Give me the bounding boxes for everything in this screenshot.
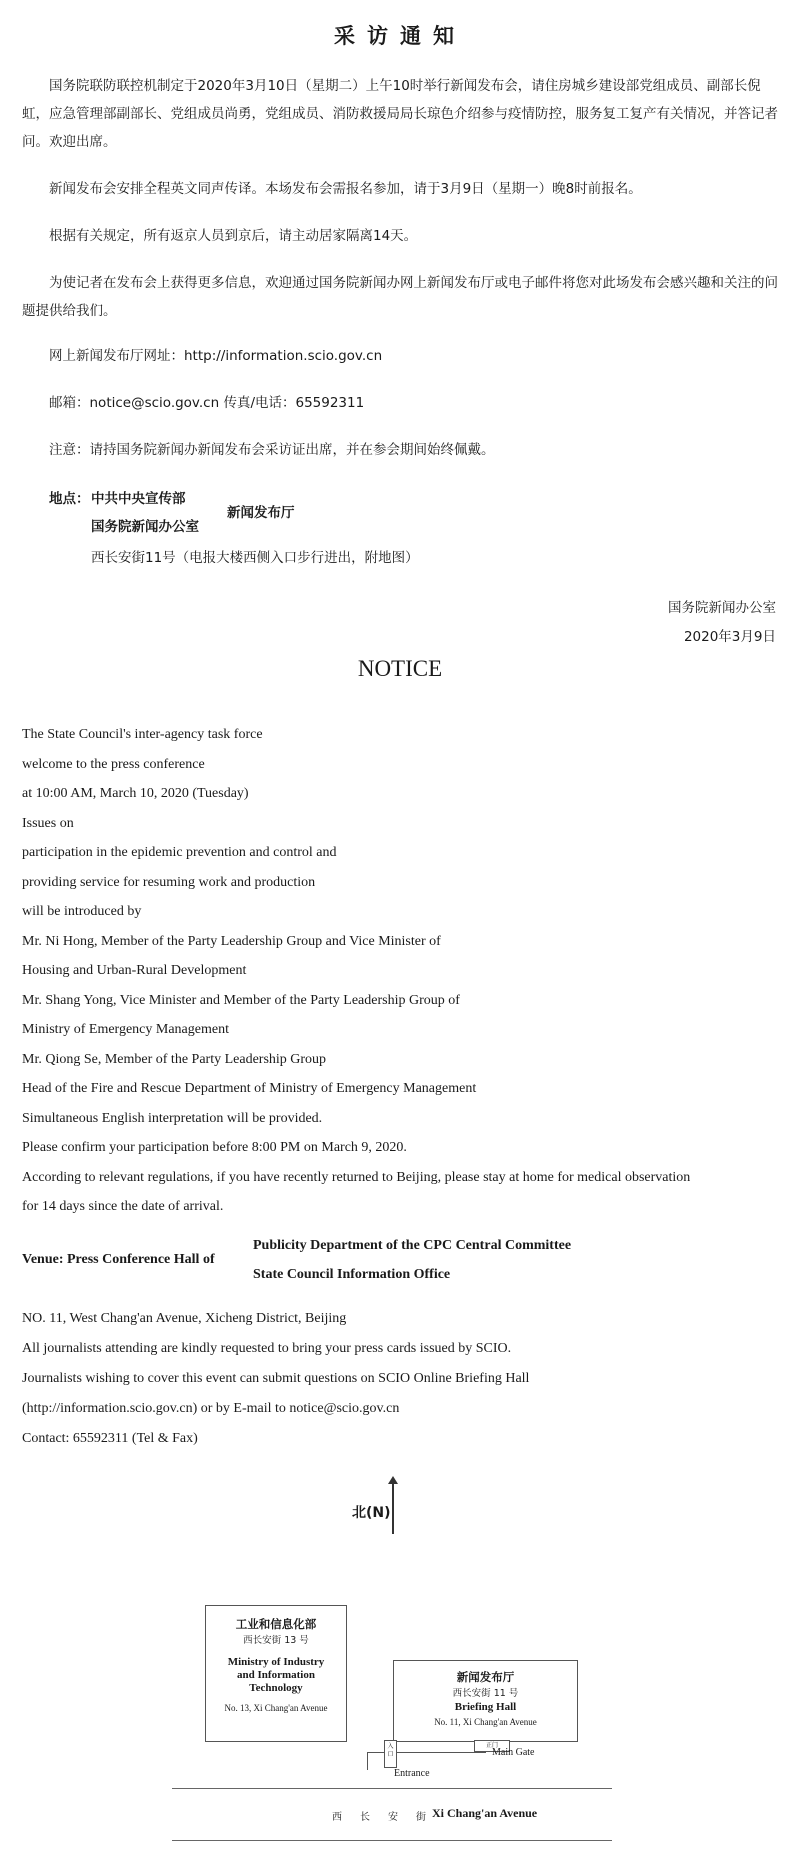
hall-en-address: No. 11, Xi Chang'an Avenue (434, 1717, 537, 1727)
hall-cn-name: 新闻发布厅 (456, 1670, 515, 1684)
hall-cn-address: 西长安街 11 号 (452, 1688, 519, 1699)
cn-paragraph-4: 为使记者在发布会上获得更多信息，欢迎通过国务院新闻办网上新闻发布厅或电子邮件将您对此场发布会感兴趣和关注的问题提供给我们。 (22, 275, 778, 319)
en-line: Housing and Urban-Rural Development (22, 963, 247, 978)
cn-paragraph-3: 根据有关规定，所有返京人员到京后，请主动居家隔离14天。 (49, 228, 418, 244)
en-website-email: (http://information.scio.gov.cn) or by E-mail to notice@scio.gov.cn (22, 1401, 400, 1416)
entrance-cn-label: 入口 (387, 1743, 394, 1758)
cn-signature-date: 2020年3月9日 (683, 629, 776, 645)
en-line: providing service for resuming work and production (22, 874, 316, 890)
main-gate-cn-label: 正门 (485, 1742, 498, 1749)
en-line: Mr. Shang Yong, Vice Minister and Member of the Party Leadership Group of (22, 992, 460, 1008)
cn-paragraph-1: 国务院联防联控机制定于2020年3月10日（星期二）上午10时举行新闻发布会，请住房城乡建设部党组成员、副部长倪虹，应急管理部副部长、党组成员尚勇，党组成员、消防救援局局长琼色介绍参与疫情防控，服务复工复产有关情况，并答记者问。欢迎出席。 (22, 78, 778, 150)
miit-cn-address: 西长安街 13 号 (243, 1635, 309, 1646)
en-line: Head of the Fire and Rescue Department of Ministry of Emergency Management (22, 1081, 477, 1096)
cn-venue-label: 地点： (49, 491, 90, 507)
en-contact: Contact: 65592311 (Tel & Fax) (22, 1431, 198, 1446)
en-line: Please confirm your participation before 8:00 PM on March 9, 2020. (22, 1140, 407, 1155)
en-line: Mr. Qiong Se, Member of the Party Leadership Group (22, 1051, 327, 1067)
en-address: NO. 11, West Chang'an Avenue, Xicheng District, Beijing (22, 1311, 347, 1326)
en-line: at 10:00 AM, March 10, 2020 (Tuesday) (22, 786, 249, 801)
map-entrance-path (367, 1752, 384, 1753)
en-line: According to relevant regulations, if you have recently returned to Beijing, please stay at home for medical observation (22, 1169, 691, 1185)
map-entrance-path (367, 1752, 368, 1770)
en-title: NOTICE (357, 656, 443, 681)
en-venue-org-2: State Council Information Office (253, 1267, 451, 1282)
road-en-label: Xi Chang'an Avenue (432, 1806, 538, 1820)
miit-en-address: No. 13, Xi Chang'an Avenue (224, 1703, 328, 1713)
road-cn-label: 西长安街 (332, 1812, 444, 1823)
cn-venue-address: 西长安街11号（电报大楼西侧入口步行进出，附地图） (91, 550, 419, 566)
cn-paragraph-2: 新闻发布会安排全程英文同声传译。本场发布会需报名参加，请于3月9日（星期一）晚8时前报名。 (49, 181, 642, 197)
en-venue-org-1: Publicity Department of the CPC Central Committee (253, 1238, 572, 1253)
cn-signature-org: 国务院新闻办公室 (668, 600, 776, 616)
en-line: The State Council's inter-agency task force (22, 727, 263, 742)
miit-en-name: Ministry of Industry and Information Technology (227, 1656, 325, 1694)
cn-venue-org-1: 中共中央宣传部 (91, 491, 186, 507)
map-building-miit (205, 1605, 347, 1742)
north-arrow-icon (392, 1478, 394, 1534)
cn-contact: 邮箱：notice@scio.gov.cn 传真/电话：65592311 (49, 395, 365, 411)
entrance-en-label: Entrance (394, 1768, 430, 1779)
cn-venue-hall: 新闻发布厅 (227, 505, 295, 521)
road-north-edge (172, 1788, 612, 1789)
en-line: Simultaneous English interpretation will be provided. (22, 1110, 323, 1126)
cn-note: 注意：请持国务院新闻办新闻发布会采访证出席，并在参会期间始终佩戴。 (49, 442, 495, 458)
main-gate-en-label: Main Gate (492, 1747, 535, 1758)
map-entrance-box (384, 1740, 397, 1768)
en-line: Mr. Ni Hong, Member of the Party Leadership Group and Vice Minister of (22, 933, 441, 949)
en-press-card-note: All journalists attending are kindly requested to bring your press cards issued by SCIO. (22, 1341, 512, 1356)
en-line: will be introduced by (22, 904, 142, 919)
hall-en-name: Briefing Hall (454, 1701, 517, 1713)
north-label: 北(N) (352, 1505, 391, 1521)
en-line: Issues on (22, 815, 74, 831)
map-building-briefing-hall (393, 1660, 578, 1742)
road-south-edge (172, 1840, 612, 1841)
en-questions-note: Journalists wishing to cover this event can submit questions on SCIO Online Briefing Hall (22, 1371, 530, 1386)
cn-title: 采访通知 (334, 24, 466, 48)
en-line: for 14 days since the date of arrival. (22, 1199, 224, 1214)
en-line: participation in the epidemic prevention and control and (22, 845, 337, 860)
cn-venue-org-2: 国务院新闻办公室 (91, 519, 199, 535)
map-gate-path (396, 1752, 486, 1753)
en-body (22, 720, 778, 1222)
cn-website: 网上新闻发布厅网址：http://information.scio.gov.cn (49, 348, 383, 364)
en-line: welcome to the press conference (22, 756, 205, 772)
miit-cn-name: 工业和信息化部 (235, 1617, 317, 1631)
en-line: Ministry of Emergency Management (22, 1022, 229, 1037)
en-venue-label: Venue: Press Conference Hall of (22, 1252, 215, 1267)
